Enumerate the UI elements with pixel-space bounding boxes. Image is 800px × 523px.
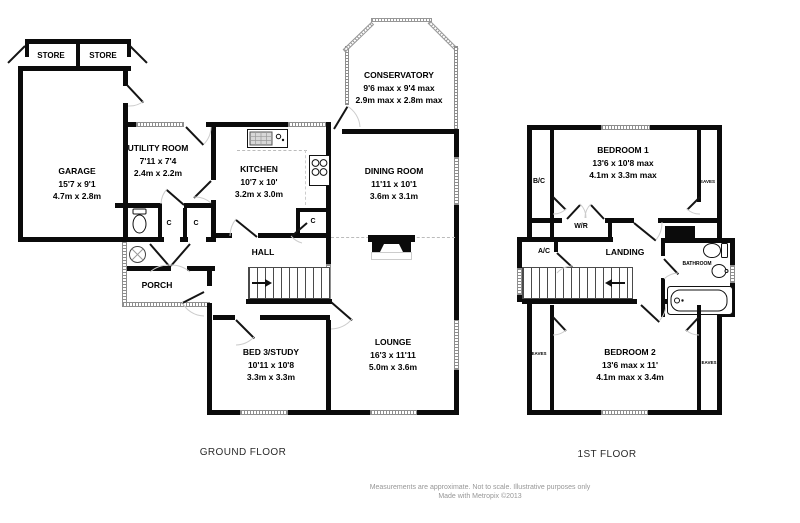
room-label-lounge: LOUNGE 16'3 x 11'11 5.0m x 3.6m: [368, 337, 418, 372]
door-swing: [663, 258, 679, 275]
door-swing: [687, 196, 701, 210]
stairs-direction-arrow: [252, 282, 265, 284]
wall: [454, 205, 459, 320]
wall: [661, 243, 665, 256]
door-swing: [590, 204, 604, 219]
room-label-store-2: STORE: [89, 51, 117, 60]
glazed-wall: [122, 242, 127, 304]
glazed-wall: [343, 22, 375, 53]
wall: [207, 303, 212, 415]
door-swing: [166, 189, 185, 206]
wall: [550, 130, 554, 202]
wall: [717, 130, 722, 240]
wall: [454, 129, 459, 157]
window: [601, 125, 650, 130]
room-label-bedroom1: BEDROOM 1 13'6 x 10'8 max 4.1m x 3.3m max: [589, 145, 657, 180]
wall: [213, 315, 235, 320]
wall: [550, 202, 554, 242]
wall: [18, 66, 131, 71]
counter-outline: [237, 150, 307, 151]
room-label-utility: UTILITY ROOM 7'11 x 7'4 2.4m x 2.2m: [127, 143, 189, 178]
first-floor-title: 1ST FLOOR: [577, 449, 637, 460]
room-label-store-1: STORE: [37, 51, 65, 60]
wall: [417, 410, 459, 415]
room-label-bc: B/C: [532, 178, 546, 185]
door-swing: [333, 106, 348, 129]
room-label-eaves-bed1: EAVES: [700, 179, 715, 184]
wall: [128, 122, 136, 127]
wall: [730, 240, 735, 265]
credit-text: Made with Metropix ©2013: [438, 493, 522, 500]
wall: [207, 268, 212, 286]
wall: [208, 410, 240, 415]
stairs-arrow-head: [605, 279, 612, 287]
door-swing: [552, 316, 566, 331]
wall: [18, 237, 129, 242]
room-label-dining-room: DINING ROOM 11'11 x 10'1 3.6m x 3.1m: [364, 166, 424, 201]
room-label-eaves-bed2-right: EAVES: [701, 360, 717, 365]
wall: [517, 237, 613, 242]
room-label-porch: PORCH: [141, 280, 173, 290]
wall: [184, 203, 215, 208]
stairs-direction-arrow: [612, 282, 625, 284]
wall: [648, 410, 722, 415]
wall: [211, 122, 216, 180]
wall: [127, 266, 171, 271]
ground-floor-title: GROUND FLOOR: [199, 447, 287, 458]
door-swing: [566, 204, 580, 219]
door-swing: [640, 304, 660, 323]
wall: [342, 129, 457, 134]
room-label-bathroom: BATHROOM: [682, 261, 712, 267]
window: [730, 265, 735, 283]
fireplace-icon: [368, 235, 415, 252]
door-swing: [193, 180, 211, 198]
door-swing: [126, 84, 144, 103]
door-swing: [633, 222, 656, 241]
glazed-wall: [371, 18, 432, 22]
wall: [216, 233, 232, 238]
window: [136, 122, 184, 127]
window: [454, 320, 459, 370]
toilet-icon: [702, 242, 730, 259]
hob-icon: [309, 155, 330, 186]
wall: [18, 66, 23, 242]
door-swing: [330, 301, 352, 321]
window: [454, 157, 459, 205]
door-swing: [149, 243, 170, 266]
window: [370, 410, 417, 415]
window: [240, 410, 288, 415]
chimney-breast: [665, 226, 695, 238]
sink-icon: [247, 129, 288, 148]
wall: [206, 237, 216, 242]
room-label-hall: HALL: [251, 247, 275, 257]
wall: [658, 218, 717, 223]
toilet-icon: [131, 208, 148, 235]
wall: [246, 299, 332, 304]
counter-outline: [305, 150, 306, 205]
room-label-bed3-study: BED 3/STUDY 10'11 x 10'8 3.3m x 3.3m: [242, 347, 300, 382]
wall: [260, 315, 330, 320]
wall: [326, 320, 331, 415]
wall: [206, 122, 290, 127]
wall: [527, 125, 601, 130]
window: [288, 122, 330, 127]
room-label-eaves-bed2-left: EAVES: [531, 351, 547, 356]
wall: [180, 237, 188, 242]
room-label-cupboard-3: C: [310, 218, 316, 225]
wall: [527, 410, 601, 415]
room-label-kitchen: KITCHEN 10'7 x 10' 3.2m x 3.0m: [234, 164, 284, 199]
door-swing: [235, 219, 257, 238]
room-label-garage: GARAGE 15'7 x 9'1 4.7m x 2.8m: [52, 166, 102, 201]
hearth-outline: [371, 252, 412, 260]
door-swing: [235, 319, 255, 339]
wall: [296, 208, 300, 238]
door-swing: [170, 243, 191, 266]
door-swing: [552, 196, 566, 210]
wall: [550, 305, 554, 415]
basin-icon: [128, 245, 147, 264]
room-label-cupboard-2: C: [193, 220, 199, 227]
door-swing: [7, 45, 25, 63]
room-label-cupboard-1: C: [166, 220, 172, 227]
door-swing: [129, 45, 147, 63]
stairs-arrow-head: [265, 279, 272, 287]
wall: [522, 299, 637, 304]
room-label-wr: W/R: [574, 223, 588, 230]
room-label-conservatory: CONSERVATORY 9'6 max x 9'4 max 2.9m max x 2.8m max: [355, 70, 443, 105]
wall: [650, 125, 722, 130]
disclaimer-text: Measurements are approximate. Not to scale. Illustrative purposes only: [369, 484, 591, 491]
wall: [454, 370, 459, 415]
glazed-wall: [122, 302, 210, 307]
room-label-ac: A/C: [537, 248, 551, 255]
wall: [697, 130, 701, 202]
window: [601, 410, 648, 415]
wall: [296, 208, 330, 212]
wall: [661, 278, 665, 317]
room-label-bedroom2: BEDROOM 2 13'6 max x 11' 4.1m max x 3.4m: [596, 347, 664, 382]
room-label-landing: LANDING: [605, 247, 645, 257]
wall: [532, 218, 562, 223]
